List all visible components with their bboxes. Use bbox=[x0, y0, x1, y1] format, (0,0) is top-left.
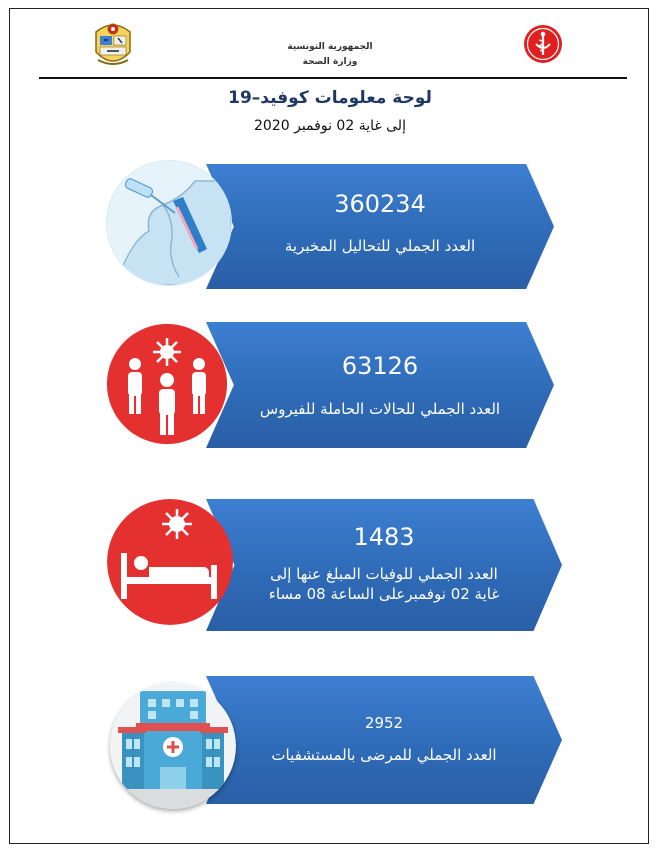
hospitalized-value: 2952 bbox=[364, 714, 404, 732]
tunisia-emblem-icon bbox=[92, 20, 134, 72]
card-hospitalized bbox=[206, 676, 562, 804]
deaths-label-line-2: غاية 02 نوفمبرعلى الساعة 08 مساء bbox=[268, 585, 500, 603]
card-deaths bbox=[206, 499, 562, 631]
patient-bed-virus-icon bbox=[107, 499, 233, 625]
page-subtitle: إلى غاية 02 نوفمبر 2020 bbox=[254, 118, 406, 134]
card-arrow-shape bbox=[206, 164, 554, 289]
card-arrow-shape bbox=[206, 322, 554, 448]
deaths-label-line-1: العدد الجملي للوفيات المبلغ عنها إلى bbox=[270, 565, 498, 583]
card-arrow-shape bbox=[206, 676, 562, 804]
page-title: لوحة معلومات كوفيد–19 bbox=[228, 88, 432, 108]
hospital-icon bbox=[110, 683, 236, 809]
virus-people-icon bbox=[107, 324, 227, 444]
ministry-name: وزارة الصحة bbox=[302, 57, 358, 67]
card-lab-tests bbox=[206, 164, 554, 289]
deaths-value: 1483 bbox=[353, 523, 415, 551]
lab-swab-test-icon bbox=[107, 161, 231, 285]
republic-name: الجمهورية التونسية bbox=[287, 42, 373, 52]
header-divider bbox=[39, 77, 627, 79]
card-confirmed-cases bbox=[206, 322, 554, 448]
confirmed-cases-label: العدد الجملي للحالات الحاملة للفيروس bbox=[259, 400, 501, 418]
confirmed-cases-value: 63126 bbox=[341, 352, 419, 380]
hospitalized-label: العدد الجملي للمرضى بالمستشفيات bbox=[271, 746, 497, 764]
header-text bbox=[230, 40, 430, 70]
lab-tests-label: العدد الجملي للتحاليل المخبرية bbox=[284, 237, 476, 255]
lab-tests-value: 360234 bbox=[334, 190, 426, 218]
ministry-health-logo-icon bbox=[523, 24, 563, 64]
